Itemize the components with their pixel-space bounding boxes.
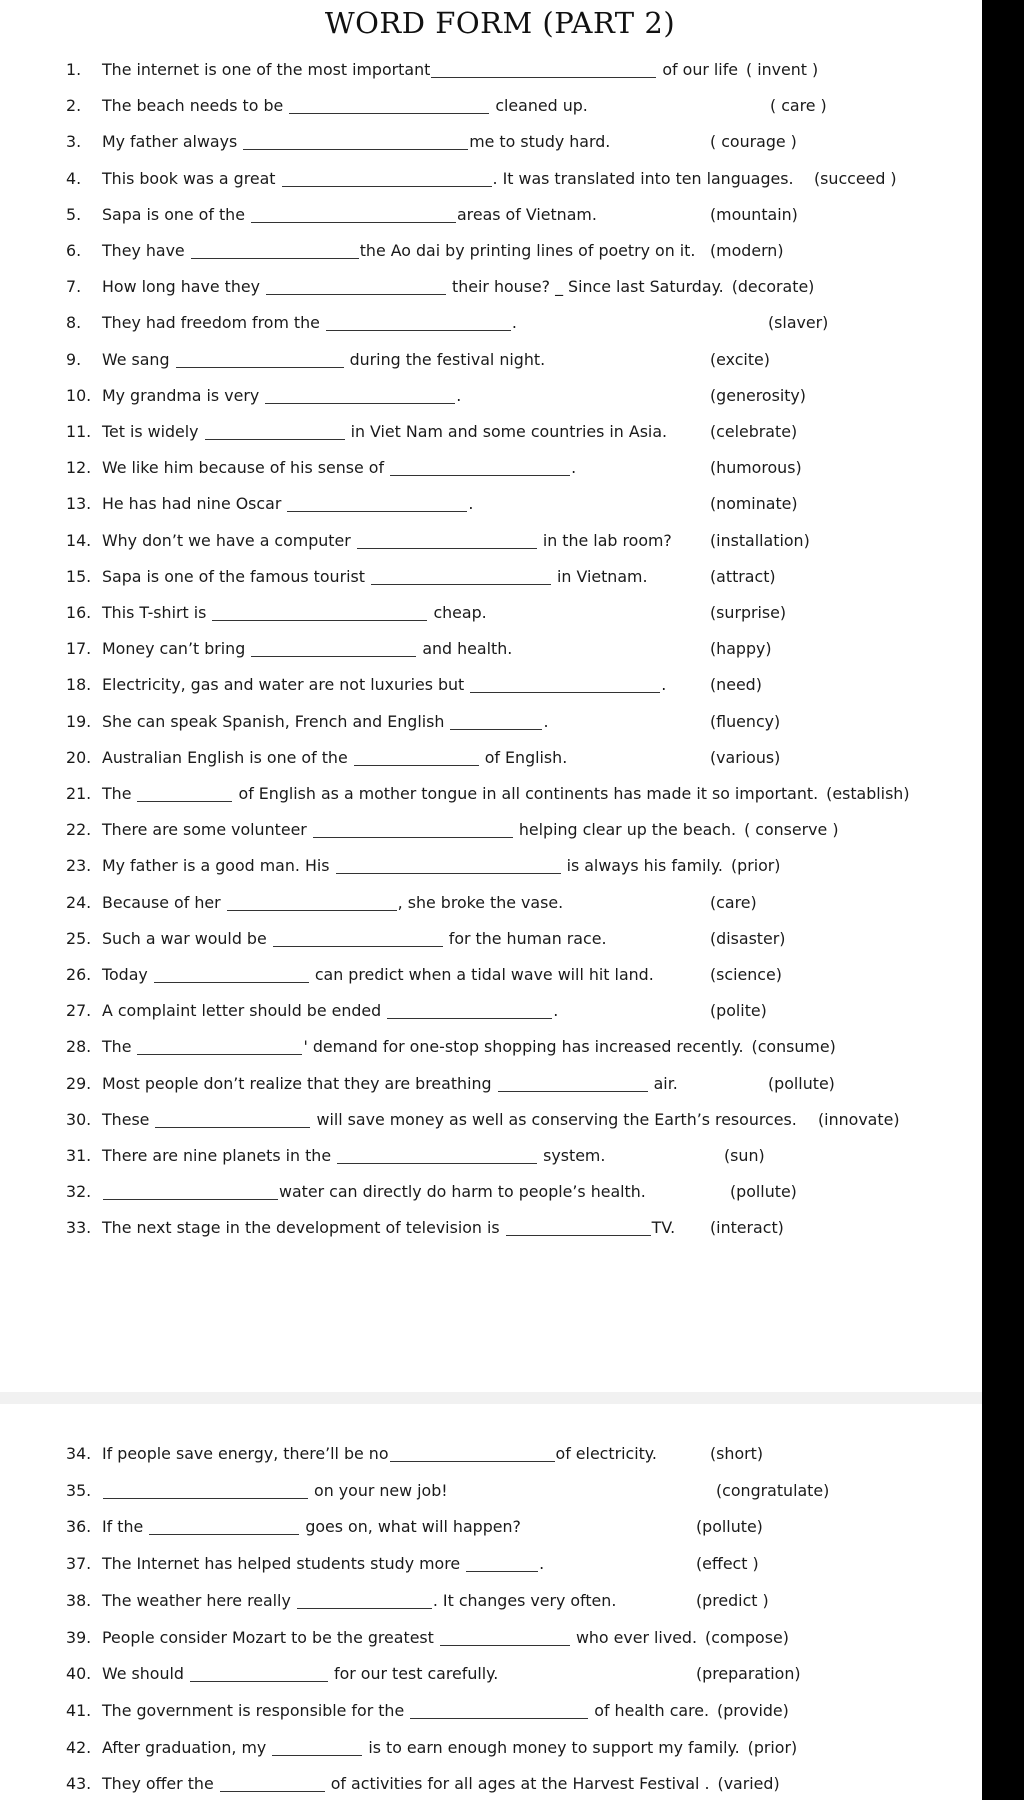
item-text-before: Australian English is one of the [102,747,353,767]
exercise-item [66,271,988,303]
word-hint: (celebrate) [710,422,798,441]
item-number: 6. [66,241,82,260]
item-text-after: of health care. [589,1700,710,1720]
exercise-item [66,887,988,919]
exercise-item [66,850,988,882]
item-text-after: . It changes very often. [432,1590,617,1610]
item-text-after: of electricity. [555,1444,657,1463]
item-text-before: They offer the [102,1774,219,1794]
answer-blank[interactable] [137,781,232,802]
item-number: 21. [66,784,92,803]
page-gap [0,1392,1024,1404]
word-hint: (science) [710,965,782,984]
exercise-item [66,633,988,665]
item-text-before: The [102,784,137,803]
exercise-item [66,1732,988,1764]
exercise-item [66,1104,988,1136]
answer-blank[interactable] [470,672,660,693]
answer-blank[interactable] [176,347,344,368]
answer-blank[interactable] [149,1514,299,1535]
word-hint: (nominate) [710,494,798,514]
answer-blank[interactable] [251,636,416,657]
item-text-after: cheap. [428,603,487,622]
item-text-after: goes on, what will happen? [300,1517,521,1537]
answer-blank[interactable] [103,1179,278,1200]
word-hint: (succeed ) [814,168,897,188]
item-text-before: They had freedom from the [102,313,325,333]
item-text-after: of English as a mother tongue in all continents has made it so important. [233,784,819,803]
exercise-item [66,1511,988,1543]
item-text-after: on your new job! [309,1480,448,1500]
exercise-item [66,923,988,955]
word-hint: (effect ) [696,1554,759,1574]
exercise-item [66,307,988,339]
word-hint: (prior) [730,856,781,876]
answer-blank[interactable] [227,890,397,911]
item-number: 7. [66,277,82,297]
item-number: 31. [66,1146,92,1165]
word-hint: (sun) [724,1146,765,1165]
answer-blank[interactable] [313,817,513,838]
item-number: 30. [66,1109,92,1129]
exercise-item [66,380,988,412]
exercise-item [66,995,988,1027]
exercise-item [66,669,988,701]
exercise-item [66,1031,988,1063]
item-number: 24. [66,892,92,912]
item-text-after: system. [538,1146,606,1165]
item-text-before: Money can’t bring [102,639,251,659]
item-number: 37. [66,1554,92,1574]
exercise-item [66,90,988,122]
item-number: 4. [66,168,82,188]
item-text-before: My grandma is very [102,385,265,405]
item-text-before: My father is a good man. His [102,856,335,876]
item-text-after: helping clear up the beach. [513,820,737,840]
item-text-after: . [571,458,577,478]
word-hint: (mountain) [710,204,798,224]
word-hint: (fluency) [710,711,781,731]
item-text-before: She can speak Spanish, French and English [102,711,450,731]
item-text-before: Because of her [102,892,226,912]
item-text-after: during the festival night. [344,349,546,369]
item-text-before: Today [102,965,153,984]
item-number: 2. [66,96,82,116]
answer-blank[interactable] [212,600,427,621]
word-hint: ( conserve ) [744,820,839,840]
item-number: 13. [66,494,92,514]
answer-blank[interactable] [137,1034,302,1055]
answer-blank[interactable] [289,93,489,114]
exercise-item [66,525,988,557]
item-number: 19. [66,711,92,731]
exercise-item [66,1658,988,1690]
answer-blank[interactable] [336,853,561,874]
item-number: 28. [66,1037,92,1057]
item-number: 42. [66,1737,92,1757]
word-hint: (predict ) [696,1590,769,1610]
item-text-after: me to study hard. [469,132,611,152]
word-hint: (modern) [710,241,784,260]
word-hint: (excite) [710,349,770,369]
item-text-before: He has had nine Oscar [102,494,287,514]
exercise-item [66,1212,988,1244]
item-number: 22. [66,820,92,840]
answer-blank[interactable] [410,1698,588,1719]
item-text-after: cleaned up. [490,96,588,116]
item-text-before: Sapa is one of the famous tourist [102,566,370,586]
exercise-item [66,1438,988,1470]
exercise-item [66,1768,988,1800]
exercise-item [66,561,988,593]
answer-blank[interactable] [265,383,455,404]
answer-blank[interactable] [243,129,468,150]
answer-blank[interactable] [154,962,309,983]
item-number: 38. [66,1590,92,1610]
item-number: 26. [66,965,92,984]
item-number: 20. [66,747,92,767]
item-text-after: . [543,711,549,731]
item-text-after: ' demand for one-stop shopping has increased recently. [303,1037,744,1057]
word-hint: (provide) [717,1700,789,1720]
item-text-after: of activities for all ages at the Harvest Festival . [325,1774,710,1794]
answer-blank[interactable] [297,1588,432,1609]
item-text-before: My father always [102,132,243,152]
item-text-after: will save money as well as conserving the Earth’s resources. [311,1109,797,1129]
word-hint: (generosity) [710,385,806,405]
item-text-before: The next stage in the development of television is [102,1218,505,1238]
word-hint: (polite) [710,1001,767,1021]
exercise-item [66,452,988,484]
word-hint: (care) [710,892,757,912]
exercise-item [66,488,988,520]
word-hint: (various) [710,747,781,767]
answer-blank[interactable] [450,709,542,730]
item-text-before: We sang [102,349,175,369]
exercise-item [66,235,988,267]
item-text-before: People consider Mozart to be the greatest [102,1627,439,1647]
item-text-before: We should [102,1664,189,1684]
item-number: 36. [66,1517,92,1537]
item-number: 1. [66,60,82,79]
exercise-item [66,597,988,629]
item-text-after: water can directly do harm to people’s health. [279,1182,646,1202]
item-text-before: If people save energy, there’ll be no [102,1444,389,1463]
answer-blank[interactable] [337,1143,537,1164]
item-text-after: . It was translated into ten languages. [492,168,794,188]
answer-blank[interactable] [357,528,537,549]
item-number: 39. [66,1627,92,1647]
exercise-item [66,344,988,376]
item-number: 5. [66,204,82,224]
item-text-after: and health. [417,639,513,659]
item-text-after: who ever lived. [570,1627,698,1647]
item-number: 16. [66,603,92,622]
answer-blank[interactable] [354,745,479,766]
answer-blank[interactable] [282,166,492,187]
word-hint: (happy) [710,639,772,659]
item-text-after: of our life [657,60,739,79]
answer-blank[interactable] [466,1551,538,1572]
item-text-after: . [661,675,667,695]
item-number: 12. [66,458,92,478]
exercise-item [66,199,988,231]
answer-blank[interactable] [498,1071,648,1092]
word-hint: (prior) [747,1737,798,1757]
item-text-after: is to earn enough money to support my family. [363,1737,740,1757]
item-number: 14. [66,530,92,550]
item-text-before: These [102,1109,155,1129]
exercise-item [66,54,988,86]
exercise-item [66,814,988,846]
word-hint: (need) [710,675,762,695]
item-text-before: After graduation, my [102,1737,272,1757]
word-hint: (disaster) [710,928,786,948]
answer-blank[interactable] [220,1771,325,1792]
word-hint: (varied) [717,1774,780,1794]
item-text-after: areas of Vietnam. [456,204,597,224]
exercise-item [66,1585,988,1617]
exercise-item [66,1140,988,1172]
word-hint: (slaver) [768,313,829,333]
item-text-after: the Ao dai by printing lines of poetry on it. [359,241,696,260]
item-number: 41. [66,1700,92,1720]
exercise-item [66,126,988,158]
answer-blank[interactable] [266,274,446,295]
word-hint: (congratulate) [716,1480,830,1500]
item-text-before: We like him because of his sense of [102,458,390,478]
answer-blank[interactable] [287,491,467,512]
answer-blank[interactable] [191,238,359,259]
item-text-before: This book was a great [102,168,281,188]
item-text-before: Electricity, gas and water are not luxuries but [102,675,470,695]
item-number: 35. [66,1480,92,1500]
word-hint: (compose) [705,1627,789,1647]
item-number: 32. [66,1182,92,1202]
word-hint: (short) [710,1444,764,1463]
item-number: 40. [66,1664,92,1684]
answer-blank[interactable] [155,1107,310,1128]
item-number: 18. [66,675,92,695]
item-text-before: A complaint letter should be ended [102,1001,387,1021]
answer-blank[interactable] [205,419,345,440]
item-number: 34. [66,1444,92,1463]
word-hint: (pollute) [696,1517,763,1537]
item-text-before: Tet is widely [102,422,204,441]
item-text-after: . [456,385,462,405]
item-text-before: Most people don’t realize that they are breathing [102,1073,497,1093]
exercise-item [66,1548,988,1580]
exercise-item [66,163,988,195]
answer-blank[interactable] [273,926,443,947]
item-text-after: in Viet Nam and some countries in Asia. [345,422,668,441]
item-text-after: can predict when a tidal wave will hit land. [309,965,654,984]
worksheet-title: WORD FORM (PART 2) [324,6,676,40]
answer-blank[interactable] [272,1735,362,1756]
word-hint: (humorous) [710,458,802,478]
answer-blank[interactable] [440,1625,570,1646]
item-text-before: Sapa is one of the [102,204,250,224]
word-hint: (decorate) [731,277,815,297]
exercise-item [66,1695,988,1727]
item-number: 27. [66,1001,92,1021]
answer-blank[interactable] [390,455,570,476]
item-text-before: The internet is one of the most important [102,60,431,79]
exercise-item [66,778,988,810]
word-hint: ( care ) [770,96,827,116]
item-text-before: They have [102,241,190,260]
exercise-item [66,1068,988,1100]
item-number: 29. [66,1073,92,1093]
answer-blank[interactable] [190,1661,328,1682]
item-text-after: . [511,313,517,333]
answer-blank[interactable] [390,1441,555,1462]
item-number: 3. [66,132,82,152]
item-text-before: The Internet has helped students study more [102,1554,466,1574]
item-text-before: The government is responsible for the [102,1700,410,1720]
answer-blank[interactable] [506,1215,651,1236]
item-text-after: . [539,1554,545,1574]
item-text-after: their house? _ Since last Saturday. [447,277,724,297]
item-number: 25. [66,928,92,948]
item-number: 10. [66,385,92,405]
word-hint: (pollute) [768,1073,835,1093]
item-text-before: This T-shirt is [102,603,212,622]
word-hint: (preparation) [696,1664,801,1684]
item-text-after: for the human race. [443,928,607,948]
item-text-before: The [102,1037,137,1057]
item-number: 17. [66,639,92,659]
item-number: 8. [66,313,82,333]
item-number: 33. [66,1218,92,1238]
item-text-after: . [553,1001,559,1021]
exercise-item [66,706,988,738]
item-text-after: , she broke the vase. [397,892,564,912]
word-hint: ( invent ) [746,60,819,79]
exercise-item [66,959,988,991]
word-hint: (surprise) [710,603,787,622]
word-hint: (attract) [710,566,776,586]
item-text-after: in Vietnam. [551,566,648,586]
exercise-item [66,1475,988,1507]
item-text-after: for our test carefully. [328,1664,499,1684]
item-text-before: Why don’t we have a computer [102,530,356,550]
word-hint: ( courage ) [710,132,797,152]
item-text-before: The beach needs to be [102,96,289,116]
word-hint: (consume) [751,1037,836,1057]
word-hint: (pollute) [730,1182,797,1202]
word-hint: (innovate) [818,1109,900,1129]
item-text-before: If the [102,1517,149,1537]
item-text-before: There are some volunteer [102,820,312,840]
word-hint: (interact) [710,1218,784,1238]
item-text-before: How long have they [102,277,265,297]
answer-blank[interactable] [387,998,552,1019]
item-number: 15. [66,566,92,586]
item-text-before: Such a war would be [102,928,272,948]
answer-blank[interactable] [103,1478,308,1499]
item-text-after: is always his family. [561,856,723,876]
item-text-after: . [468,494,474,514]
item-text-after: in the lab room? [537,530,672,550]
item-text-before: The weather here really [102,1590,296,1610]
answer-blank[interactable] [251,202,456,223]
word-hint: (installation) [710,530,810,550]
item-text-after: of English. [479,747,568,767]
answer-blank[interactable] [431,57,656,78]
item-text-after: TV. [651,1218,676,1238]
exercise-item [66,416,988,448]
item-number: 23. [66,856,92,876]
exercise-item [66,742,988,774]
item-number: 11. [66,422,92,441]
item-text-before: There are nine planets in the [102,1146,337,1165]
dark-margin [982,0,1024,1800]
exercise-item [66,1176,988,1208]
exercise-item [66,1622,988,1654]
answer-blank[interactable] [371,564,551,585]
item-number: 9. [66,349,82,369]
item-text-after: air. [648,1073,678,1093]
answer-blank[interactable] [326,310,511,331]
item-number: 43. [66,1774,92,1794]
word-hint: (establish) [826,784,910,803]
